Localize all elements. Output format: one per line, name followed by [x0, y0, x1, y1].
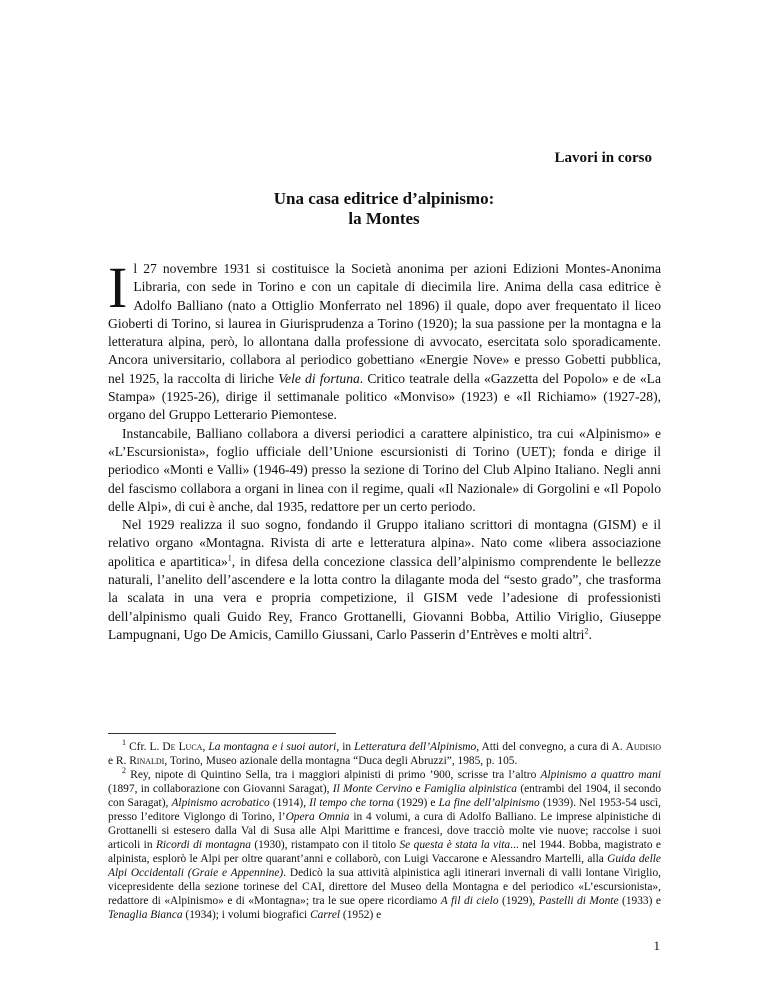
page-number: 1 [653, 938, 660, 953]
drop-cap: I [108, 255, 128, 320]
footnote-divider [108, 733, 336, 734]
title-line-2: la Montes [348, 209, 420, 228]
footnotes [108, 740, 661, 922]
section-label: Lavori in corso [554, 150, 652, 166]
footnote-1: $^1$ Cfr. L. De Luca, La montagna e i suoi autori, in Letteratura dell’Alpinismo, Atti del convegno, a cura di A. Audisio e R. Rinaldi, Torino, Museo azionale della montagna “Duca degli Abruzzi”, 1985, p. 105. [108, 738, 662, 767]
article-body [108, 255, 661, 644]
paragraph-1: Il 27 novembre 1931 si costituisce la Società anonima per azioni Edizioni Montes-Anonima Libraria, con sede in Torino e con un capitale di diecimila lire. Anima della casa editrice è Adolfo Balliano (nato a Ottiglio Monferrato nel 1896) il quale, dopo aver frequentato il liceo Gioberti di Torino, si laurea in Giurisprudenza a Torino (1920); la sua passione per la montagna e la letteratura alpina, però, lo allontana dalla professione di avvocato, esercitata solo sporadicamente. Ancora universitario, collabora al periodico gobettiano «Energie Nove» e presso Gobetti pubblica, nel 1925, la raccolta di liriche Vele di fortuna. Critico teatrale della «Gazzetta del Popolo» e de «La Stampa» (1925-26), dirige il settimanale politico «Monviso» (1923) e «Il Richiamo» (1927-28), organo del Gruppo Letterario Piemontese. [108, 255, 661, 423]
paragraph-2: Instancabile, Balliano collabora a diversi periodici a carattere alpinistico, tra cui «Alpinismo» e «L’Escursionista», foglio ufficiale dell’Unione escursionisti di Torino (UET); fonda e dirige il periodico «Monti e Valli» (1946-49) presso la sezione di Torino del Club Alpino Italiano. Negli anni del fascismo collabora a organi in linea con il regime, quali «Il Nazionale» di Gorgolini e «Il Popolo delle Alpi», di cui è anche, dal 1935, redattore per un certo periodo. [108, 425, 661, 514]
paragraph-3: Nel 1929 realizza il suo sogno, fondando il Gruppo italiano scrittori di montagna (GISM) e il relativo organo «Montagna. Rivista di arte e letteratura alpina». Nato come «libera associazione apolitica e apartitica»$^1$, in difesa della concezione classica dell’alpinismo comprendente le bellezze naturali, l’anelito dell’ascendere e la lotta contro la dilagante moda del “sesto grado”, che trasforma la scalata in una vera e propria competizione, il GISM vede l’adesione di professionisti dell’alpinismo quali Guido Rey, Franco Grottanelli, Giovanni Bobba, Attilio Viriglio, Giuseppe Lampugnani, Ugo De Amicis, Camillo Giussani, Carlo Passerin d’Entrèves e molti altri$^2$. [108, 517, 661, 642]
book-title-vele-di-fortuna: Vele di fortuna [278, 370, 360, 386]
footnote-ref-1[interactable]: 1 [227, 553, 232, 563]
article-title [0, 189, 768, 229]
title-line-1: Una casa editrice d’alpinismo: [273, 189, 495, 208]
footnote-2: $^2$ Rey, nipote di Quintino Sella, tra i maggiori alpinisti di primo ’900, scrisse tra l’altro Alpinismo a quattro mani (1897, in collaborazione con Giovanni Saragat), Il Monte Cervino e Famiglia alpinistica (entrambi del 1904, il secondo con Saragat), Alpinismo acrobatico (1914), Il tempo che torna (1929) e La fine dell’alpinismo (1939). Nel 1953-54 uscì, presso l’editore Viglongo di Torino, l’Opera Omnia in 4 volumi, a cura di Adolfo Balliano. Le imprese alpinistiche di Grottanelli si estesero dalla Val di Susa alle Alpi Marittime e francesi, dove tracciò molte vie nuove; raccolse i suoi articoli in Ricordi di montagna (1930), ristampato con il titolo Se questa è stata la vita... nel 1944. Bobba, magistrato e alpinista, esplorò le Alpi per oltre quarant’anni e collaborò, con Luigi Vaccarone e Alessandro Martelli, alla Guida delle Alpi Occidentali (Graie e Appennine). Dedicò la sua attività alpinistica agli itinerari invernali di valli lontane Viriglio, vicepresidente della sezione torinese del CAI, direttore del Museo della Montagna e del periodico «L’escursionista», redattore di «Alpinismo» e di «Montagna»; tra le sue opere ricordiamo A fil di cielo (1929), Pastelli di Monte (1933) e Tenaglia Bianca (1934); i volumi biografici Carrel (1952) e [108, 766, 662, 921]
footnote-ref-2[interactable]: 2 [584, 626, 589, 636]
